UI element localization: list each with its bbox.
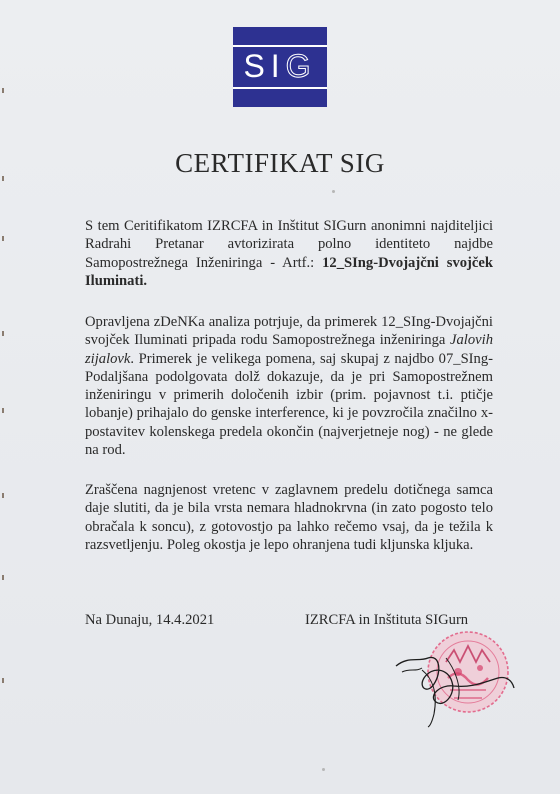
certificate-title: CERTIFIKAT SIG bbox=[175, 148, 385, 178]
paper-speck bbox=[322, 768, 325, 771]
intro-paragraph bbox=[85, 217, 493, 290]
logo-letter-g: G bbox=[285, 48, 317, 84]
artifact-name: 12_SIng-Dvojajčni svojček Iluminati. bbox=[85, 254, 493, 289]
description-paragraph: Zraščena nagnjenost vretenc v zaglavnem predelu dotičnega samca daje slutiti, da je bila vrsta nemara hladnokrvna (in zato pogosto telo obračala k soncu), z gotovostjo pa lahko rečemo vsaj, da je težila k razsvetljenju. Poleg okostja je lepo ohranjena tudi kljunska kljuka. bbox=[85, 482, 493, 553]
analysis-text-after: . Primerek je velikega pomena, saj skupaj z najdbo 07_SIng-Podaljšana podolgovata dolž dokazuje, da je pri Samopostrežnem inženiringu v primerih določenih izbir (prim. pojavnost t.i. ptičje lobanje) prihajalo do genske interference, ki je povzročila značilno x-postavitev kolenskega predela okončin (najverjetneje nog) - ne glede na rod. bbox=[85, 350, 493, 459]
signature-stamp bbox=[388, 628, 518, 728]
place-date: Na Dunaju, 14.4.2021 bbox=[85, 612, 215, 628]
logo-letters bbox=[233, 49, 327, 83]
issuer-name: IZRCFA in Inštituta SIGurn bbox=[305, 612, 469, 628]
logo-top-line bbox=[233, 45, 327, 47]
logo-letter-s: S bbox=[243, 48, 271, 84]
punch-mark bbox=[2, 236, 4, 241]
punch-mark bbox=[2, 678, 4, 683]
logo-bottom-line bbox=[233, 87, 327, 89]
punch-mark bbox=[2, 493, 4, 498]
punch-mark bbox=[2, 88, 4, 93]
stamp-seal bbox=[428, 632, 508, 712]
punch-mark bbox=[2, 575, 4, 580]
analysis-text-before: Opravljena zDeNKa analiza potrjuje, da primerek 12_SIng-Dvojajčni svojček Iluminati pripada rodu Samopostrežnega inženiringa bbox=[85, 314, 493, 349]
sig-logo bbox=[233, 27, 327, 107]
intro-text: S tem Ceritifikatom IZRCFA in Inštitut SIGurn anonimni najditeljici Radrahi Pretanar avtorizirata polno identiteto najdbe Samopostrežnega Inženiringa - Artf.: bbox=[85, 218, 493, 271]
analysis-paragraph bbox=[85, 313, 493, 459]
logo-letter-i: I bbox=[270, 48, 286, 84]
genus-name: Jalovih zijalovk bbox=[85, 332, 493, 367]
punch-mark bbox=[2, 331, 4, 336]
punch-mark bbox=[2, 408, 4, 413]
paper-speck bbox=[332, 190, 335, 193]
